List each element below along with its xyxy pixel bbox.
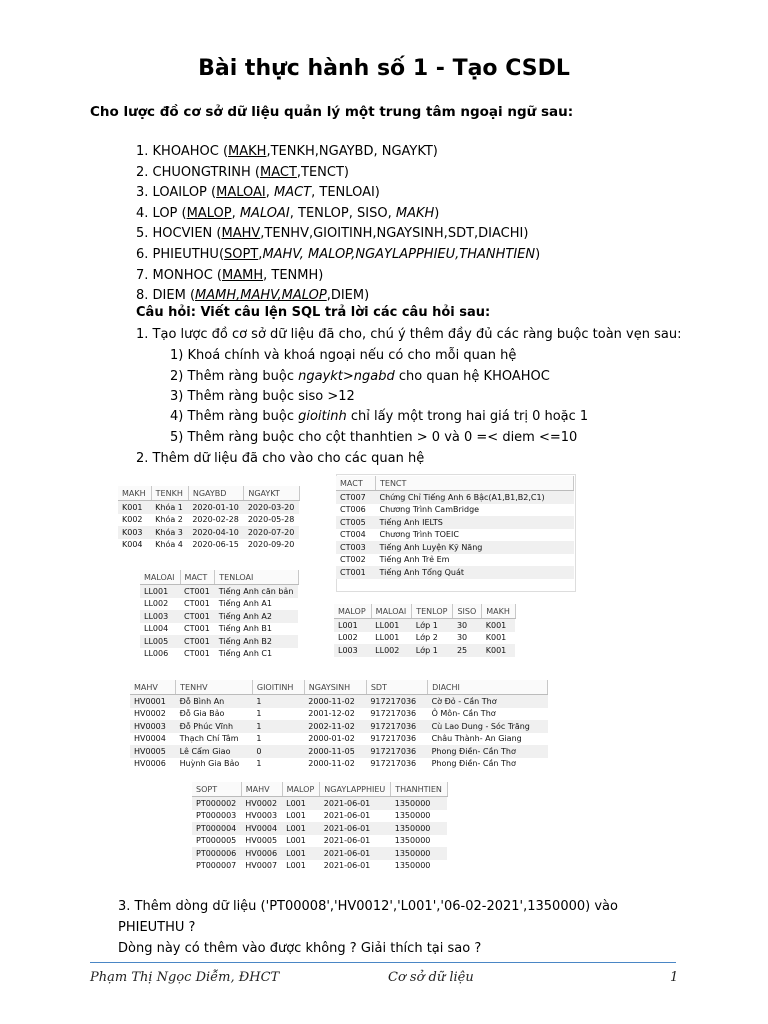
table-cell: HV0001 bbox=[130, 695, 176, 708]
table-khoahoc bbox=[118, 486, 300, 551]
table-cell: HV0007 bbox=[245, 861, 278, 871]
table-cell: CT001 bbox=[180, 610, 215, 623]
table-row bbox=[118, 539, 299, 552]
table-cell: 1350000 bbox=[391, 797, 448, 810]
table-cell: L001 bbox=[282, 847, 320, 860]
table-cell: 2000-11-02 bbox=[308, 759, 355, 769]
column-header: MAHV bbox=[130, 680, 176, 695]
table-cell: HV0003 bbox=[130, 720, 176, 733]
table-cell: Khóa 3 bbox=[151, 526, 188, 539]
table-cell: 0 bbox=[252, 745, 304, 758]
table-cell: HV0006 bbox=[134, 759, 166, 769]
table-header-row bbox=[140, 570, 298, 585]
table-chuongtrinh bbox=[336, 476, 574, 579]
column-header: MALOP bbox=[334, 604, 371, 619]
table-header-row bbox=[192, 782, 447, 797]
table-cell: PT000004 bbox=[192, 822, 241, 835]
table-cell: Tiếng Anh Luyện Kỹ Năng bbox=[376, 541, 574, 554]
column-header: SISO bbox=[453, 604, 482, 619]
table-row bbox=[192, 822, 447, 835]
constraint-1: 1) Khoá chính và khoá ngoại nếu có cho mỗi quan hệ bbox=[170, 348, 517, 363]
task-3 bbox=[118, 896, 678, 959]
table-cell: 1 bbox=[256, 709, 262, 719]
table-loailop bbox=[140, 570, 299, 660]
table-row bbox=[192, 835, 447, 848]
table-row bbox=[334, 619, 515, 632]
table-cell: K004 bbox=[122, 540, 143, 550]
schema-item: 5. HOCVIEN (MAHV,TENHV,GIOITINH,NGAYSINH,SDT,DIACHI) bbox=[136, 226, 529, 242]
table-cell: CT001 bbox=[336, 566, 376, 579]
table-row bbox=[130, 733, 548, 746]
table-cell: LL001 bbox=[375, 633, 400, 643]
column-header: DIACHI bbox=[428, 680, 548, 695]
table-cell: L001 bbox=[334, 619, 371, 632]
schema-item: 4. LOP (MALOP, MALOAI, TENLOP, SISO, MAKH) bbox=[136, 205, 440, 221]
table-cell: 2021-06-01 bbox=[320, 822, 391, 835]
column-header: TENCT bbox=[376, 476, 574, 491]
question-heading: Câu hỏi: Viết câu lện SQL trả lời các câu hỏi sau: bbox=[136, 305, 491, 320]
table-cell: 2020-05-28 bbox=[247, 515, 295, 525]
table-cell: 2020-07-20 bbox=[244, 526, 300, 539]
table-cell: Lê Cẩm Giao bbox=[176, 745, 253, 758]
table-cell: CT001 bbox=[180, 635, 215, 648]
table-cell: 2001-12-02 bbox=[308, 709, 355, 719]
table-cell: L001 bbox=[286, 861, 306, 871]
table-row bbox=[336, 566, 574, 579]
column-header: NGAYBD bbox=[188, 486, 244, 501]
table-cell: CT001 bbox=[184, 649, 210, 659]
table-cell: 917217036 bbox=[370, 759, 417, 769]
table-cell: 2020-04-10 bbox=[188, 526, 244, 539]
table-cell: L001 bbox=[286, 836, 306, 846]
column-header: NGAYSINH bbox=[304, 680, 366, 695]
table-cell: 2000-11-05 bbox=[304, 745, 366, 758]
table-cell: PT000007 bbox=[196, 861, 237, 871]
table-cell: Ô Môn- Cần Thơ bbox=[431, 709, 496, 719]
table-cell: L002 bbox=[338, 633, 358, 643]
intro-text: Cho lược đồ cơ sở dữ liệu quản lý một trung tâm ngoại ngữ sau: bbox=[90, 104, 574, 120]
table-row bbox=[130, 745, 548, 758]
table-cell: LL005 bbox=[140, 635, 180, 648]
table-cell: 1 bbox=[252, 720, 304, 733]
task-2: 2. Thêm dữ liệu đã cho vào cho các quan hệ bbox=[136, 451, 425, 466]
table-row bbox=[140, 635, 298, 648]
table-row bbox=[192, 810, 447, 823]
table-cell: Tiếng Anh Tổng Quát bbox=[376, 566, 574, 579]
table-row bbox=[140, 585, 298, 598]
table-row bbox=[192, 860, 447, 873]
schema-item: 7. MONHOC (MAMH, TENMH) bbox=[136, 267, 324, 283]
table-row bbox=[130, 758, 548, 771]
table-cell: 2021-06-01 bbox=[323, 836, 371, 846]
table-cell: Khóa 2 bbox=[155, 515, 183, 525]
table-cell: K001 bbox=[482, 644, 516, 657]
table-row bbox=[140, 648, 298, 661]
schema-item: 3. LOAILOP (MALOAI, MACT, TENLOAI) bbox=[136, 185, 380, 201]
table-row bbox=[140, 623, 298, 636]
table-cell: 1 bbox=[256, 759, 262, 769]
table-cell: LL002 bbox=[371, 644, 412, 657]
table-cell: 2021-06-01 bbox=[320, 847, 391, 860]
table-cell: 2000-01-02 bbox=[308, 734, 355, 744]
table-cell: 917217036 bbox=[366, 695, 427, 708]
table-cell: Tiếng Anh B1 bbox=[218, 624, 273, 634]
table-cell: K001 bbox=[485, 633, 507, 643]
table-row bbox=[118, 526, 299, 539]
table-cell: HV0005 bbox=[130, 745, 176, 758]
table-cell: CT001 bbox=[184, 599, 210, 609]
table-cell: Tiếng Anh IELTS bbox=[376, 516, 574, 529]
table-cell: Tiếng Anh căn bản bbox=[215, 585, 299, 598]
table-cell: LL004 bbox=[144, 624, 169, 634]
schema-item: 2. CHUONGTRINH (MACT,TENCT) bbox=[136, 164, 349, 180]
footer-author: Phạm Thị Ngọc Diễm, ĐHCT bbox=[90, 970, 280, 985]
table-cell: HV0003 bbox=[245, 811, 278, 821]
table-cell: 1 bbox=[252, 695, 304, 708]
footer-page-number: 1 bbox=[670, 970, 679, 985]
table-row bbox=[130, 720, 548, 733]
table-cell: Phong Điền- Cần Thơ bbox=[431, 759, 516, 769]
table-cell: Lớp 1 bbox=[412, 619, 453, 632]
table-cell: 25 bbox=[453, 644, 482, 657]
column-header: MAHV bbox=[241, 782, 282, 797]
schema-item: 1. KHOAHOC (MAKH,TENKH,NGAYBD, NGAYKT) bbox=[136, 144, 438, 159]
table-hocvien bbox=[130, 680, 548, 770]
table-cell: CT004 bbox=[340, 530, 366, 540]
table-row bbox=[334, 644, 515, 657]
table-cell: Đỗ Phúc Vĩnh bbox=[176, 720, 253, 733]
table-cell: Cù Lao Dung - Sóc Trăng bbox=[428, 720, 548, 733]
table-cell: Tiếng Anh A1 bbox=[218, 599, 272, 609]
table-cell: PT000006 bbox=[192, 847, 241, 860]
table-cell: HV0002 bbox=[134, 709, 166, 719]
constraint-5: 5) Thêm ràng buộc cho cột thanhtien > 0 và 0 =< diem <=10 bbox=[170, 430, 578, 445]
footer-rule bbox=[90, 962, 676, 963]
schema-item: 8. DIEM (MAMH,MAHV,MALOP,DIEM) bbox=[136, 288, 370, 304]
column-header: MALOAI bbox=[371, 604, 412, 619]
table-cell: 1350000 bbox=[391, 847, 448, 860]
table-cell: HV0006 bbox=[241, 847, 282, 860]
table-header-row bbox=[118, 486, 299, 501]
table-cell: 2020-02-28 bbox=[192, 515, 239, 525]
table-row bbox=[336, 541, 574, 554]
table-cell: Cờ Đỏ - Cần Thơ bbox=[428, 695, 548, 708]
table-cell: L001 bbox=[282, 797, 320, 810]
table-cell: 1350000 bbox=[394, 811, 431, 821]
table-row bbox=[336, 516, 574, 529]
column-header: THANHTIEN bbox=[391, 782, 448, 797]
table-row bbox=[336, 554, 574, 567]
table-cell: Chương Trình CamBridge bbox=[379, 505, 480, 515]
table-cell: 2021-06-01 bbox=[320, 797, 391, 810]
table-cell: Tiếng Anh Trẻ Em bbox=[379, 555, 450, 565]
schema-list bbox=[136, 142, 540, 307]
constraint-3: 3) Thêm ràng buộc siso >12 bbox=[170, 389, 355, 404]
table-row bbox=[192, 797, 447, 810]
table-cell: 2020-06-15 bbox=[192, 540, 239, 550]
table-row bbox=[140, 610, 298, 623]
table-cell: LL002 bbox=[144, 599, 169, 609]
table-cell: CT002 bbox=[340, 555, 366, 565]
table-cell: Phong Điền- Cần Thơ bbox=[428, 745, 548, 758]
task-1: 1. Tạo lược đồ cơ sở dữ liệu đã cho, chú ý thêm đầy đủ các ràng buộc toàn vẹn sau: bbox=[136, 327, 682, 342]
table-row bbox=[336, 491, 574, 504]
column-header: TENLOP bbox=[412, 604, 453, 619]
table-row bbox=[334, 632, 515, 645]
table-cell: 917217036 bbox=[366, 745, 427, 758]
table-cell: Tiếng Anh C1 bbox=[218, 649, 273, 659]
table-cell: Lớp 2 bbox=[415, 633, 438, 643]
table-cell: CT001 bbox=[184, 624, 210, 634]
table-row bbox=[130, 695, 548, 708]
table-cell: K001 bbox=[482, 619, 516, 632]
table-cell: 2002-11-02 bbox=[304, 720, 366, 733]
table-cell: K001 bbox=[118, 501, 151, 514]
table-cell: HV0004 bbox=[134, 734, 166, 744]
table-cell: Khóa 1 bbox=[151, 501, 188, 514]
table-cell: 1350000 bbox=[394, 861, 431, 871]
table-cell: 917217036 bbox=[370, 734, 417, 744]
column-header: SOPT bbox=[192, 782, 241, 797]
table-cell: PT000005 bbox=[196, 836, 237, 846]
column-header: MAKH bbox=[118, 486, 151, 501]
table-cell: 2020-01-10 bbox=[188, 501, 244, 514]
table-cell: HV0005 bbox=[245, 836, 278, 846]
table-cell: LL006 bbox=[144, 649, 169, 659]
table-row bbox=[140, 598, 298, 611]
table-cell: LL003 bbox=[140, 610, 180, 623]
table-row bbox=[336, 529, 574, 542]
table-cell: 917217036 bbox=[370, 709, 417, 719]
table-cell: PT000003 bbox=[196, 811, 237, 821]
table-cell: Chứng Chỉ Tiếng Anh 6 Bậc(A1,B1,B2,C1) bbox=[376, 491, 574, 504]
column-header: TENKH bbox=[151, 486, 188, 501]
table-cell: LL001 bbox=[371, 619, 412, 632]
column-header: NGAYKT bbox=[244, 486, 300, 501]
table-row bbox=[336, 504, 574, 517]
table-cell: Thạch Chí Tâm bbox=[179, 734, 239, 744]
table-cell: Huỳnh Gia Bảo bbox=[179, 759, 240, 769]
column-header: TENLOAI bbox=[215, 570, 299, 585]
table-cell: HV0004 bbox=[241, 822, 282, 835]
table-row bbox=[118, 501, 299, 514]
footer-course: Cơ sở dữ liệu bbox=[388, 970, 474, 985]
column-header: MACT bbox=[336, 476, 376, 491]
table-phieuthu bbox=[192, 782, 448, 872]
column-header: GIOITINH bbox=[252, 680, 304, 695]
table-row bbox=[130, 708, 548, 721]
column-header: MAKH bbox=[482, 604, 516, 619]
table-cell: 2020-09-20 bbox=[247, 540, 295, 550]
table-cell: Lớp 1 bbox=[412, 644, 453, 657]
table-cell: 1350000 bbox=[391, 822, 448, 835]
table-cell: L001 bbox=[286, 811, 306, 821]
column-header: SDT bbox=[366, 680, 427, 695]
table-cell: L003 bbox=[334, 644, 371, 657]
table-cell: 30 bbox=[453, 619, 482, 632]
table-cell: CT005 bbox=[336, 516, 376, 529]
table-cell: 2020-03-20 bbox=[244, 501, 300, 514]
table-lop bbox=[334, 604, 516, 657]
table-header-row bbox=[336, 476, 574, 491]
table-cell: PT000002 bbox=[192, 797, 241, 810]
table-row bbox=[192, 847, 447, 860]
schema-item: 6. PHIEUTHU(SOPT,MAHV, MALOP,NGAYLAPPHIEU,THANHTIEN) bbox=[136, 246, 541, 262]
constraint-2: 2) Thêm ràng buộc ngaykt>ngabd cho quan hệ KHOAHOC bbox=[170, 369, 550, 384]
table-cell: CT001 bbox=[180, 585, 215, 598]
table-cell: CT006 bbox=[340, 505, 366, 515]
table-cell: L001 bbox=[282, 822, 320, 835]
table-cell: HV0002 bbox=[241, 797, 282, 810]
page-title: Bài thực hành số 1 - Tạo CSDL bbox=[198, 56, 570, 81]
table-cell: Khóa 4 bbox=[155, 540, 183, 550]
table-header-row bbox=[334, 604, 515, 619]
table-cell: 30 bbox=[456, 633, 468, 643]
table-cell: Tiếng Anh A2 bbox=[215, 610, 299, 623]
table-cell: K002 bbox=[122, 515, 143, 525]
table-cell: Chương Trình TOEIC bbox=[379, 530, 459, 540]
table-cell: 2000-11-02 bbox=[304, 695, 366, 708]
table-cell: Châu Thành- An Giang bbox=[431, 734, 522, 744]
table-cell: Đỗ Gia Bảo bbox=[179, 709, 225, 719]
table-header-row bbox=[130, 680, 548, 695]
column-header: MALOP bbox=[282, 782, 320, 797]
table-cell: CT003 bbox=[336, 541, 376, 554]
table-row bbox=[118, 514, 299, 527]
column-header: TENHV bbox=[176, 680, 253, 695]
table-cell: 1 bbox=[256, 734, 262, 744]
table-cell: Tiếng Anh B2 bbox=[215, 635, 299, 648]
table-cell: Đỗ Bình An bbox=[176, 695, 253, 708]
table-cell: 1350000 bbox=[394, 836, 431, 846]
task-3-line-2: Dòng này có thêm vào được không ? Giải thích tại sao ? bbox=[118, 941, 482, 956]
table-cell: K003 bbox=[118, 526, 151, 539]
column-header: MACT bbox=[180, 570, 215, 585]
constraint-4: 4) Thêm ràng buộc gioitinh chỉ lấy một trong hai giá trị 0 hoặc 1 bbox=[170, 409, 589, 424]
table-cell: LL001 bbox=[140, 585, 180, 598]
table-cell: 2021-06-01 bbox=[323, 861, 371, 871]
column-header: MALOAI bbox=[140, 570, 180, 585]
table-cell: 917217036 bbox=[366, 720, 427, 733]
table-cell: CT007 bbox=[336, 491, 376, 504]
task-3-line-1: 3. Thêm dòng dữ liệu ('PT00008','HV0012','L001','06-02-2021',1350000) vào PHIEUTHU ? bbox=[118, 899, 618, 935]
column-header: NGAYLAPPHIEU bbox=[320, 782, 391, 797]
table-cell: 2021-06-01 bbox=[323, 811, 371, 821]
